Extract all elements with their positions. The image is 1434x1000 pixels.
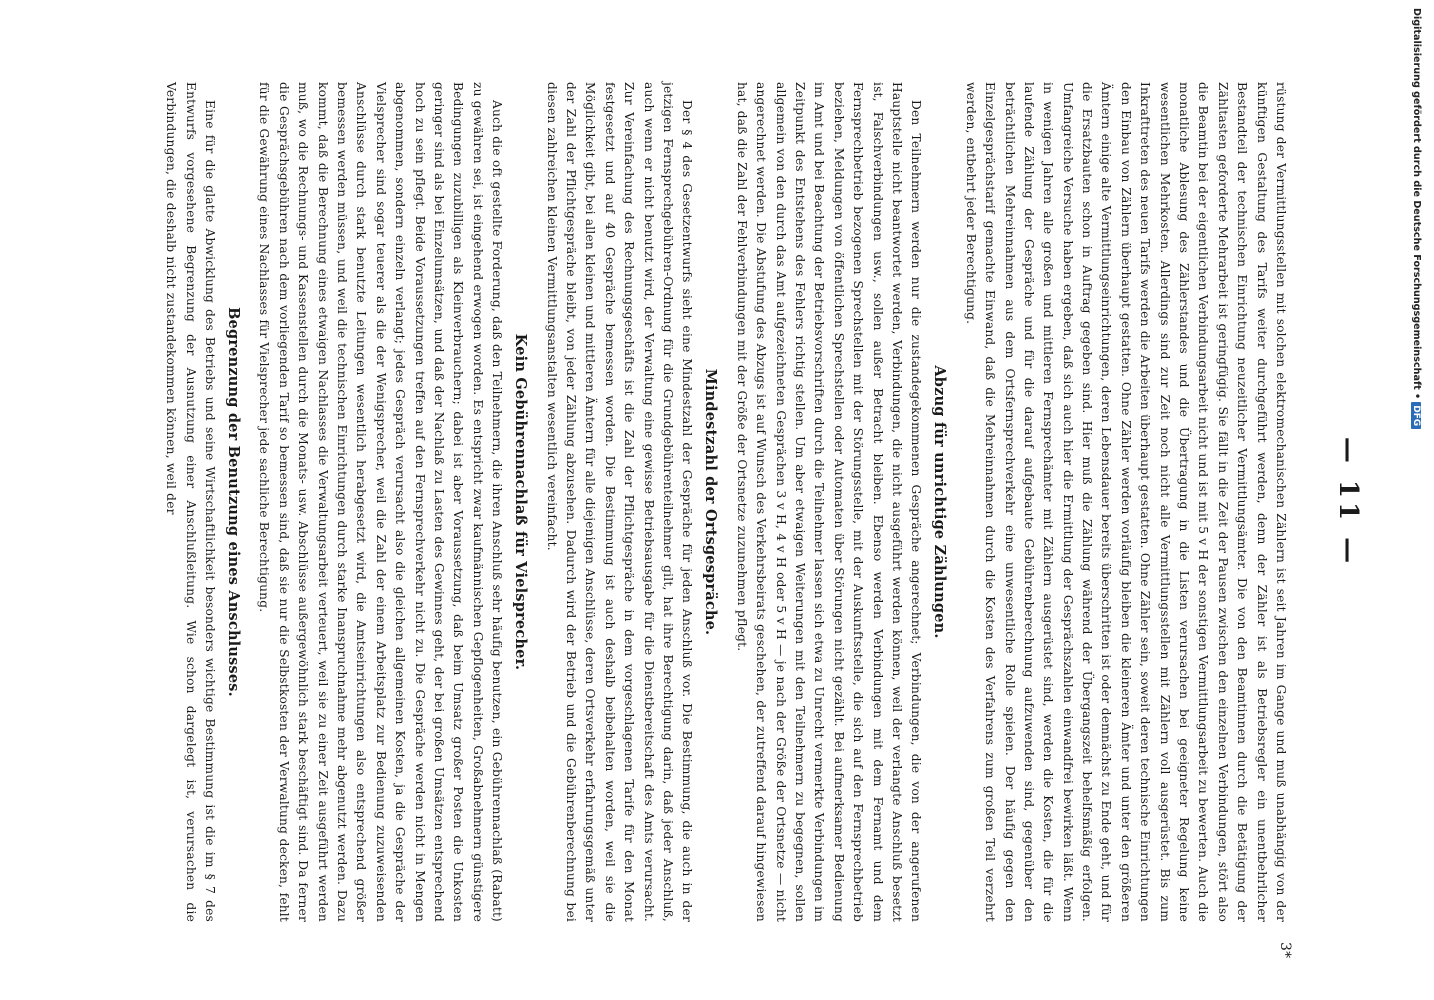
paragraph: Der § 4 des Gesetzentwurfs sieht eine Mindestzahl der Gespräche für jeden Anschluß vor. Die Bestimmung, die auch in der jetzigen Fernsprechgebühren-Ordnung für die Grundgebührenteilnehmer gilt, hat ihre Berechtigung darin, daß jeder Anschluß, auch wenn er nicht benutzt wird, der Verwaltung eine gewisse Betriebsausgabe für die Dienstbereitschaft des Amts verursacht. Zur Vereinfachung des Rechnungsgeschäfts ist die Zahl der Pflichtgespräche in dem vorgeschlagenen Tarife für den Monat festgesetzt und auf 40 Gespräche bemessen worden. Die Bestimmung ist auch deshalb beibehalten worden, weil sie die Möglichkeit gibt, bei allen kleinen und mittleren Ämtern für alle diejenigen Anschlüsse, deren Ortsverkehr erfahrungsgemäß unter der Zahl der Pflichtgespräche bleibt, von jeder Zählung abzusehen. Dadurch wird der Betrieb und die Gebührenberechnung bei diesen zahlreichen kleinen Vermittlungsanstalten wesentlich vereinfacht.	[544, 82, 695, 922]
signature-mark: 3*	[1277, 942, 1293, 959]
section-heading: Kein Gebührennachlaß für Vielsprecher.	[512, 333, 530, 671]
section-abzug	[731, 82, 951, 922]
imprint-text: Digitalisierung gefördert durch die Deutsche Forschungsgemeinschaft •	[1411, 8, 1422, 400]
section-heading: Mindestzahl der Ortsgespräche.	[702, 368, 720, 636]
section-gebuehrennachlass	[254, 82, 532, 922]
section-begrenzung	[161, 82, 245, 922]
rotated-document-page	[90, 82, 1363, 959]
section-intro	[960, 82, 1290, 922]
section-heading: Abzug für unrichtige Zählungen.	[931, 365, 949, 639]
page-number: — 11 —	[1333, 436, 1363, 568]
paragraph: rüstung der Vermittlungsstellen mit solchen elektromechanischen Zählern ist seit Jahren im Gange und muß unabhängig von der künftigen Gestaltung des Tarifs weiter durchgeführt werden, denn der Zähler ist als Betriebsregler ein unentbehrlicher Bestandteil der technischen Einrichtung neuzeitlicher Vermittlungsämter. Die von den Beamtinnen durch die Betätigung der Zähltasten geforderte Mehrarbeit ist geringfügig. Sie fällt in die Zeit der Pausen zwischen den einzelnen Verbindungen, stört also die Beamtin bei der eigentlichen Verbindungsarbeit nicht und ist mit 5 v H der sonstigen Vermittlungsarbeit zu bewerten. Auch die monatliche Ablesung des Zählerstandes und die Übertragung in die Listen verursachen bei geeigneter Regelung keine wesentlichen Mehrkosten. Allerdings sind zur Zeit noch nicht alle Vermittlungsstellen mit Zählern voll ausgerüstet. Bis zum Inkrafttreten des neuen Tarifs werden die Arbeiten überhaupt gestatten. Ohne Zähler sein, soweit deren technische Einrichtungen den Einbau von Zählern überhaupt gestatten. Ohne Zähler werden vorläufig bleiben die kleineren Ämter und unter den größeren Ämtern einige alte Vermittlungseinrichtungen, deren Lebensdauer bereits überschritten ist oder demnächst zu Ende geht, und für die Ersatzbauten schon in Auftrag gegeben sind. Hier muß die Zählung während der Übergangszeit behelfsmäßig erfolgen. Umfangreiche Versuche haben ergeben, daß sich auch hier die Ermittlung der Gesprächszahlen einwandfrei bewirken läßt. Wenn in wenigen Jahren alle großen und mittleren Fernsprechämter mit Zählern ausgerüstet sind, werden die Kosten, die für die laufende Zählung der Gespräche und für die darauf aufgebaute Gebührenberechnung aufzuwenden sind, gegenüber den beträchtlichen Mehreinnahmen aus dem Ortsfernsprechverkehr eine unwesentliche Rolle spielen. Der häufig gegen den Einzelgesprächstarif gemachte Einwand, daß die Mehreinnahmen durch die Kosten des Verfahrens zum großen Teil verzehrt werden, entbehrt jeder Berechtigung.	[963, 82, 1288, 922]
paragraph: Den Teilnehmern werden nur die zustandegekommenen Gespräche angerechnet; Verbindungen, die von der angerufenen Hauptstelle nicht beantwortet werden, Verbindungen, die nicht ausgeführt werden können, weil der verlangte Anschluß besetzt ist, Falschverbindungen usw., sollen außer Betracht bleiben. Ebenso werden Verbindungen mit dem Fernamt und dem Fernsprechbetrieb bezogenen Sprechstellen mit der Störungsstelle, mit der Auskunftsstelle, die sich auf den Fernsprechbetrieb beziehen, Meldungen von öffentlichen Sprechstellen oder Automaten über Störungen nicht gezählt. Bei aufmerksamer Bedienung im Amt und bei Beachtung der Betriebsvorschriften durch die Teilnehmer lassen sich etwa zu Unrecht vermerkte Verbindungen im Zeitpunkt des Entstehens des Fehlers richtig stellen. Um aber etwaigen Weiterungen mit den Teilnehmern zu begegnen, sollen allgemein von den durch das Amt aufgezeichneten Gesprächen 3 v H, 4 v H oder 5 v H — je nach der Größe der Ortsnetze — nicht angerechnet werden. Die Abstufung des Abzugs ist auf Wunsch des Verkehrsbeirats geschehen, der zutreffend darauf hingewiesen hat, daß die Zahl der Fehlverbindungen mit der Größe der Ortsnetze zuzunehmen pflegt.	[734, 82, 924, 922]
paragraph: Auch die oft gestellte Forderung, daß den Teilnehmern, die ihren Anschluß sehr häufig benutzen, ein Gebührennachlaß (Rabatt) zu gewähren sei, ist eingehend erwogen worden. Es entspricht zwar kaufmännischen Gepflogenheiten, Großabnehmern günstigere Bedingungen zuzubilligen als Kleinverbrauchern; dabei ist aber Voraussetzung, daß beim Umsatz großer Posten die Unkosten geringer sind als bei Einzelumsätzen, und daß der Nachlaß zu Lasten des Gewinnes geht, der bei großen Umsätzen entsprechend hoch zu sein pflegt. Beide Voraussetzungen treffen auf den Fernsprechverkehr nicht zu. Die Gespräche werden nicht in Mengen abgenommen, sondern einzeln verlangt; jedes Gespräch verursacht also die gleichen allgemeinen Kosten, ja die Gespräche der Vielsprecher sind sogar teuerer als die der Wenigsprecher, weil die Zahl der einem Arbeitsplatz zur Bedienung zuzuweisenden Anschlüsse durch stark benutzte Leitungen wesentlich herabgesetzt wird, die Amtseinrichtungen also entsprechend größer bemessen werden müssen, und weil die technischen Einrichtungen durch starke Inanspruchnahme mehr abgenutzt werden. Dazu kommt, daß die Berechnung eines etwaigen Nachlasses die Verwaltungsarbeit verteuert, weil sie zu einer Zeit ausgeführt werden muß, wo die Rechnungs- und Kassenstellen durch die Monats- usw. Abschlüsse außergewöhnlich stark beschäftigt sind. Da ferner die Gesprächsgebühren nach dem vorliegenden Tarif so bemessen sind, daß sie nur die Selbstkosten der Verwaltung decken, fehlt für die Gewährung eines Nachlasses für Vielsprecher jede sachliche Berechtigung.	[257, 82, 505, 922]
paragraph: Eine für die glatte Abwicklung des Betriebs und seine Wirtschaftlichkeit besonders wichtige Bestimmung ist die im § 7 des Entwurfs vorgesehene Begrenzung der Ausnutzung einer Anschlußleitung. Wie schon dargelegt ist, verursachen die Verbindungen, die deshalb nicht zustandekommen können, weil der	[164, 82, 218, 922]
section-mindestzahl	[541, 82, 722, 922]
section-heading: Begrenzung der Benutzung eines Anschlusses.	[225, 307, 243, 697]
digitization-imprint	[1411, 8, 1422, 429]
dfg-logo: DFG	[1411, 402, 1421, 429]
